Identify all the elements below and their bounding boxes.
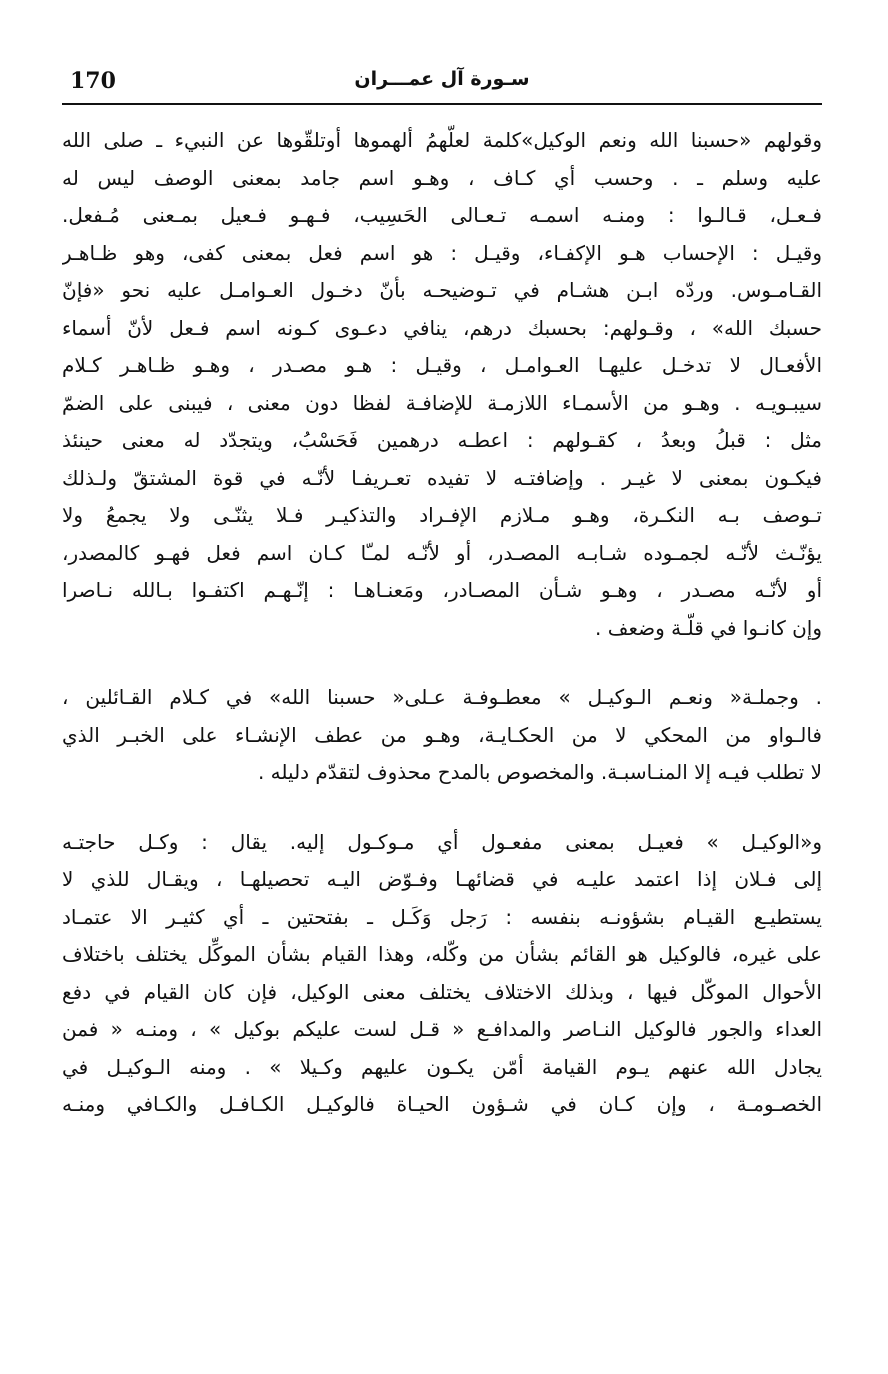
text-line: وقيـل : الإحساب هـو الإكفـاء، وقيـل : هو اسم فعل بمعنى كفى، وهو ظـاهـر bbox=[62, 240, 822, 265]
text-line: وقولهم «حسبنا الله ونعم الوكيل»كلمة لعلّهمُ ألهموها أوتلقّوها عن النبيء ـ صلى الله bbox=[62, 128, 822, 152]
text-line: حسبك الله» ، وقـولهم: بحسبك درهم، ينافي دعـوى كـونه اسم فـعل لأنّ أسماء bbox=[62, 315, 822, 340]
text-line: الأفعـال لا تدخـل عليهـا العـوامـل ، وقيـل : هـو مصـدر ، وهـو ظـاهـر كـلام bbox=[62, 353, 822, 377]
page-number: 170 bbox=[70, 68, 116, 94]
text-line: . وجملـة« ونعـم الـوكيـل » معطـوفـة عـلى« حسبنا الله» في كـلام القـائلين ، bbox=[62, 685, 822, 709]
paragraph-3 bbox=[62, 824, 822, 1124]
text-line: الخصـومـة ، وإن كـان في شـؤون الحيـاة فالوكيـل الكـافـل والكـافي ومنـه bbox=[62, 1092, 822, 1116]
text-line: على غيره، فالوكيل هو القائم بشأن من وكّله، وهذا القيام بشأن الموكِّل يختلف باختلاف bbox=[62, 942, 822, 966]
text-line: فـعـل، قـالـوا : ومنـه اسمـه تـعـالى الحَسِيب، فـهـو فـعيل بمـعنى مُـفعل. bbox=[62, 203, 822, 227]
text-line: إلى فـلان إذا اعتمد عليـه في قضائهـا وفـوّض اليـه تحصيلهـا ، ويقـال للذي لا bbox=[62, 867, 822, 891]
text-line: يستطيـع القيـام بشؤونـه بنفسه : رَجل وَكَـل ـ بفتحتين ـ أي كثيـر الا عتمـاد bbox=[62, 904, 822, 929]
paragraph-1 bbox=[62, 122, 822, 647]
text-line: القـامـوس. وردّه ابـن هشـام في تـوضيحـه بأنّ دخـول العـوامـل عليه نحو «فإنّ bbox=[62, 278, 822, 302]
text-line: و«الوكيـل » فعيـل بمعنى مفعـول أي مـوكـول إليه. يقال : وكـل حاجتـه bbox=[62, 829, 822, 854]
header-rule bbox=[62, 103, 822, 105]
text-line: فالـواو من المحكي لا من الحكـايـة، وهـو من عطف الإنشـاء على الخبـر الذي bbox=[62, 722, 822, 747]
text-line: أو لأنّـه مصـدر ، وهـو شـأن المصـادر، ومَعنـاهـا : إنّـهـم اكتفـوا بـالله نـاصرا bbox=[62, 578, 822, 602]
text-line: عليه وسلم ـ . وحسب أي كـاف ، وهـو اسم جامد بمعنى الوصف ليس له bbox=[62, 165, 822, 190]
text-line: فيكـون بمعنى لا غيـر . وإضافتـه لا تفيده تعـريفـا لأنّـه في قوة المشتقّ ولـذلك bbox=[62, 465, 822, 490]
text-line: لا تطلب فيـه إلا المنـاسبـة. والمخصوص بالمدح محذوف لتقدّم دليله . bbox=[257, 760, 822, 784]
text-line: يجادل الله عنهم يـوم القيامة أمّن يكـون عليهم وكـيلا » . ومنه الـوكيـل في bbox=[62, 1054, 822, 1079]
text-line: سيبـويـه . وهـو من الأسمـاء اللازمـة للإضافـة لفظا دون معنى ، فيبنى على الضمّ bbox=[62, 390, 822, 415]
text-line: يؤنّـث لأنّـه لجمـوده شـابـه المصـدر، أو لأنّـه لمـّا كـان اسم فعل فهـو كالمصدر، bbox=[62, 540, 822, 565]
text-line: مثل : قبلُ وبعدُ ، كقـولهم : اعطـه درهمين فَحَسْبُ، ويتجدّد له معنى حينئذ bbox=[62, 428, 822, 452]
text-line: العداء والجور فالوكيل النـاصر والمدافـع « قـل لست عليكم بوكيل » ، ومنـه « فمن bbox=[62, 1017, 822, 1041]
page-header bbox=[62, 62, 822, 102]
paragraph-2 bbox=[62, 679, 822, 792]
body-text bbox=[62, 122, 822, 1124]
text-line: الأحوال الموكّل فيها ، وبذلك الاختلاف يختلف معنى الوكيل، فإن كان القيام في دفع bbox=[62, 979, 822, 1004]
text-line: وإن كانـوا في قلّـة وضعف . bbox=[595, 615, 822, 640]
text-line: تـوصف بـه النكـرة، وهـو مـلازم الإفـراد والتذكيـر فـلا يثنّـى ولا يجمعُ ولا bbox=[62, 503, 822, 527]
running-title: سـورة آل عمـــران bbox=[354, 68, 530, 90]
